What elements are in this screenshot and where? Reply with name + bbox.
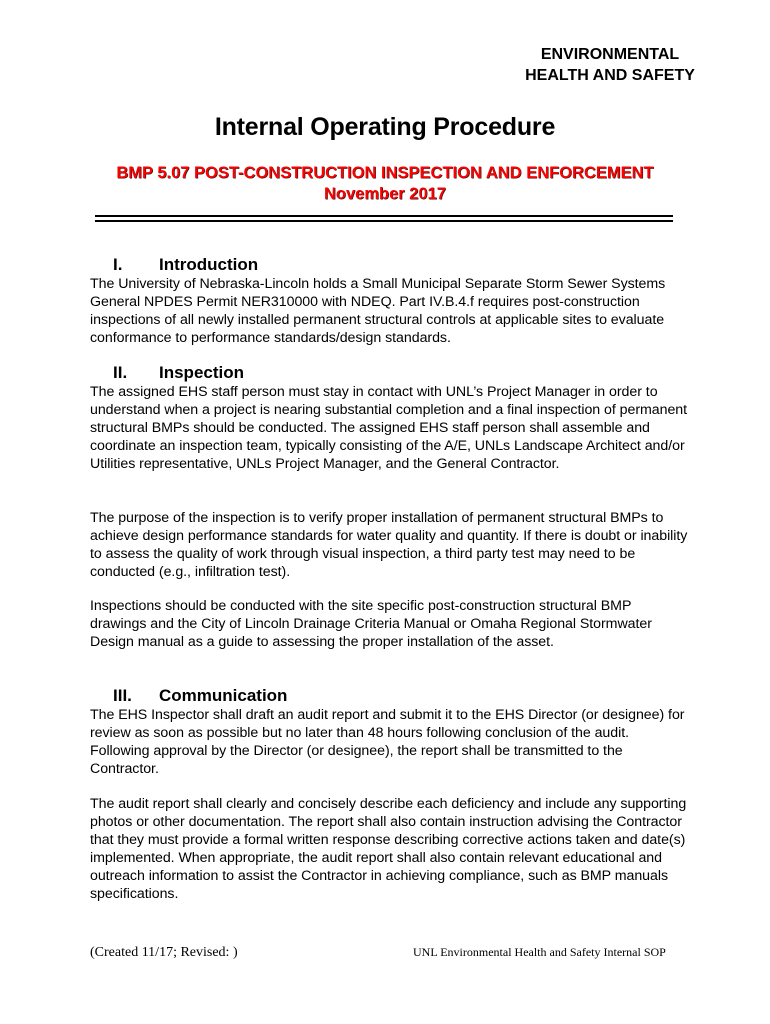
communication-paragraph-1: The EHS Inspector shall draft an audit report and submit it to the EHS Director (or designee) for review as soon as possible but no later than 48 hours following conclusion of the audit. Following approval by the Director (or designee), the report shall be transmitted to the Contractor.	[90, 707, 685, 777]
section-title: Introduction	[159, 255, 259, 274]
section-heading-inspection	[113, 363, 244, 383]
inspection-paragraph-3: Inspections should be conducted with the site specific post-construction structural BMP drawings and the City of Lincoln Drainage Criteria Manual or Omaha Regional Stormwater Design manual as a guide to assessing the proper installation of the asset.	[90, 598, 652, 650]
inspection-paragraph-1: The assigned EHS staff person must stay in contact with UNL’s Project Manager in order to understand when a project is nearing substantial completion and a final inspection of permanent structural BMPs should be conducted. The assigned EHS staff person shall assemble and coordinate an inspection team, typically consisting of the A/E, UNLs Landscape Architect and/or Utilities representative, UNLs Project Manager, and the General Contractor.	[90, 384, 688, 472]
section-number: II.	[113, 363, 128, 382]
introduction-paragraph: The University of Nebraska-Lincoln holds a Small Municipal Separate Storm Sewer Systems General NPDES Permit NER310000 with NDEQ. Part IV.B.4.f requires post-construction inspections of all newly installed permanent structural controls at applicable sites to evaluate conformance to performance standards/design standards.	[90, 276, 666, 346]
section-title: Communication	[159, 686, 288, 705]
communication-paragraph-2: The audit report shall clearly and concisely describe each deficiency and include any supporting photos or other documentation. The report shall also contain instruction advising the Contractor that they must provide a formal written response describing corrective actions taken and date(s) implemented. When appropriate, the audit report shall also contain relevant educational and outreach information to assist the Contractor in achieving compliance, such as BMP manuals specifications.	[90, 796, 687, 902]
section-number: III.	[113, 686, 132, 705]
section-number: I.	[113, 255, 123, 274]
footer-revision-note: (Created 11/17; Revised: )	[90, 945, 238, 960]
department-line-2: HEALTH AND SAFETY	[525, 67, 695, 84]
department-label	[480, 44, 740, 86]
double-divider	[95, 215, 673, 223]
inspection-paragraph-2: The purpose of the inspection is to verify proper installation of permanent structural BMPs to achieve design performance standards for water quality and quantity. If there is doubt or inability to assess the quality of work through visual inspection, a third party test may need to be conducted (e.g., infiltration test).	[90, 510, 688, 580]
document-title: Internal Operating Procedure	[214, 113, 556, 141]
section-heading-communication	[113, 686, 287, 706]
subtitle-block	[0, 163, 770, 205]
procedure-subtitle: BMP 5.07 POST-CONSTRUCTION INSPECTION AND ENFORCEMENT	[116, 164, 654, 182]
procedure-date: November 2017	[324, 185, 446, 203]
footer-document-label: UNL Environmental Health and Safety Internal SOP	[413, 945, 666, 959]
section-title: Inspection	[159, 363, 245, 382]
department-line-1: ENVIRONMENTAL	[540, 46, 680, 63]
section-heading-introduction	[113, 255, 258, 275]
